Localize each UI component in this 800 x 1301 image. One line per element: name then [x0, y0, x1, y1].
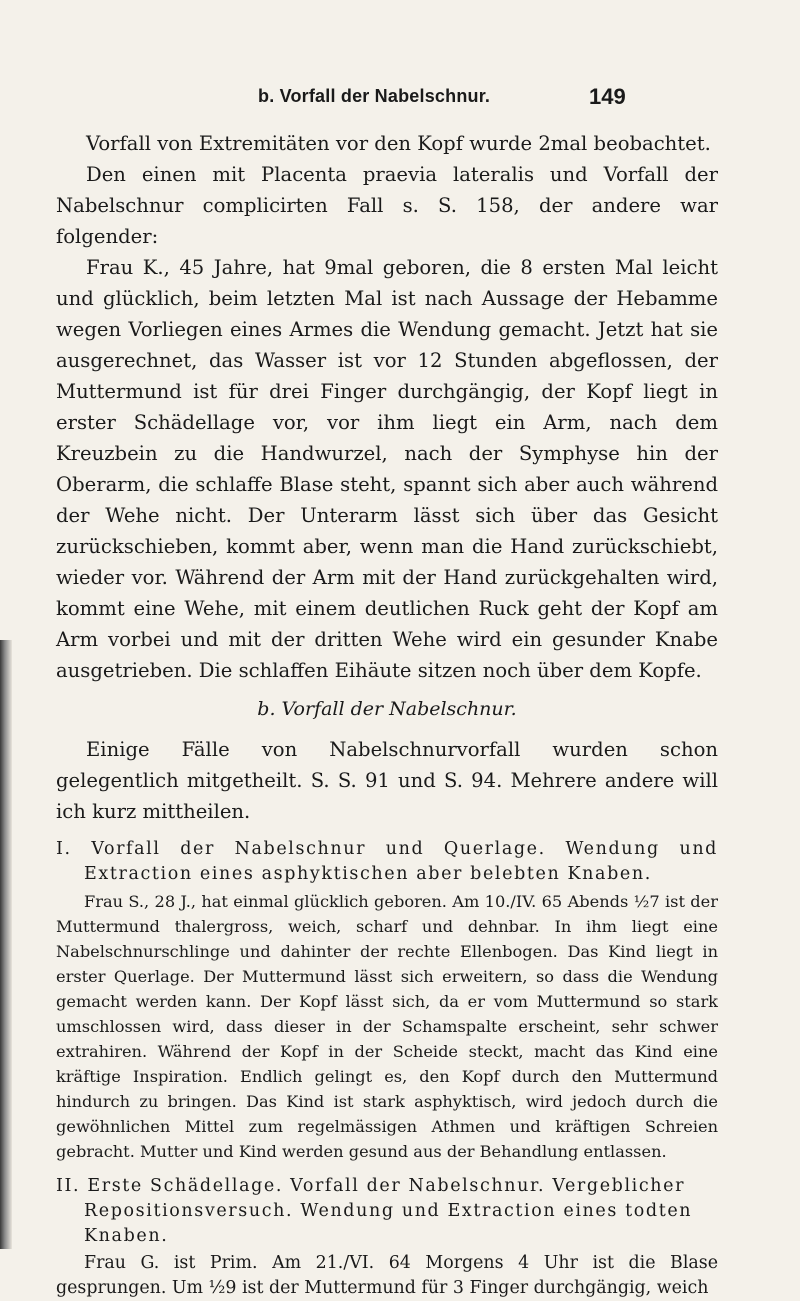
page-edge-shadow [0, 640, 12, 1249]
page-content [56, 128, 718, 1301]
case-text: Frau S., 28 J., hat einmal glücklich geboren. Am 10./IV. 65 Abends ½7 ist der Muttermund thalergross, weich, scharf und dehnbar. In ihm liegt eine Nabelschnurschlinge und dahinter der rechte Ellenbogen. Das Kind liegt in erster Querlage. Der Muttermund lässt sich erweitern, so dass die Wendung gemacht werden kann. Der Kopf lässt sich, da er vom Muttermund so stark umschlossen wird, dass dieser in der Schamspalte erscheint, sehr schwer extrahiren. Während der Kopf in der Scheide steckt, macht das Kind eine kräftige Inspiration. Endlich gelingt es, den Kopf durch den Muttermund hindurch zu bringen. Das Kind ist stark asphyktisch, wird jedoch durch die gewöhnlichen Mittel zum regelmässigen Athmen und kräftigen Schreien gebracht. Mutter und Kind werden gesund aus der Behandlung entlassen. [56, 892, 718, 1161]
section-intro: Einige Fälle von Nabelschnurvorfall wurden schon gelegentlich mitgetheilt. S. S. 91 und S. 94. Mehrere andere will ich kurz mittheilen. [56, 738, 718, 823]
page-number: 149 [589, 84, 626, 109]
case-title: II. Erste Schädellage. Vorfall der Nabelschnur. Vergeblicher Repositionsversuch. Wendung und Extraction eines todten Knaben. [56, 1176, 693, 1246]
case-text: Frau G. ist Prim. Am 21./VI. 64 Morgens 4 Uhr ist die Blase gesprungen. Um ½9 ist der Muttermund für 3 Finger durchgängig, weich [56, 1253, 718, 1298]
paragraph: Frau K., 45 Jahre, hat 9mal geboren, die 8 ersten Mal leicht und glücklich, beim letzten Mal ist nach Aussage der Hebamme wegen Vorliegen eines Armes die Wendung gemacht. Jetzt hat sie ausgerechnet, das Wasser ist vor 12 Stunden abgeflossen, der Muttermund ist für drei Finger durchgängig, der Kopf liegt in erster Schädellage vor, vor ihm liegt ein Arm, nach dem Kreuzbein zu die Handwurzel, nach der Symphyse hin der Oberarm, die schlaffe Blase steht, spannt sich aber auch während der Wehe nicht. Der Unterarm lässt sich über das Gesicht zurückschieben, kommt aber, wenn man die Hand zurückschiebt, wieder vor. Während der Arm mit der Hand zurückgehalten wird, kommt eine Wehe, mit einem deutlichen Ruck geht der Kopf am Arm vorbei und mit der dritten Wehe wird ein gesunder Knabe ausgetrieben. Die schlaffen Eihäute sitzen noch über dem Kopfe. [56, 256, 718, 682]
paragraph: Vorfall von Extremitäten vor den Kopf wurde 2mal beobachtet. [86, 132, 711, 155]
paragraph: Den einen mit Placenta praevia lateralis und Vorfall der Nabelschnur complicirten Fall s. S. 158, der andere war folgender: [56, 163, 718, 248]
case-title: I. Vorfall der Nabelschnur und Querlage. Wendung und Extraction eines asphyktischen aber belebten Knaben. [56, 839, 718, 884]
section-heading: b. Vorfall der Nabelschnur. [257, 698, 517, 720]
page-header [0, 86, 800, 116]
case-2 [56, 1174, 718, 1301]
case-1 [56, 837, 718, 1164]
running-title: b. Vorfall der Nabelschnur. [258, 86, 491, 106]
